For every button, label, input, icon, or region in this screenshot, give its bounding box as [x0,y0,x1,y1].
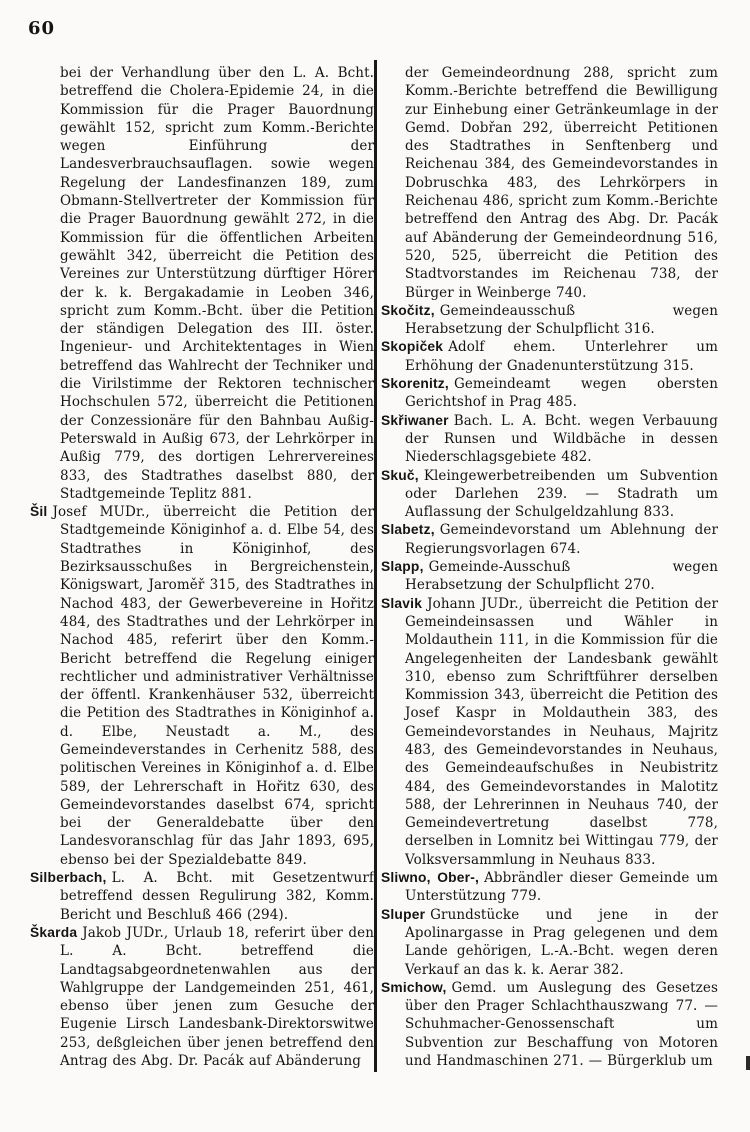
page-number: 60 [28,18,56,39]
entry-text: Johann JUDr., überreicht die Petition der Gemeindeinsassen und Wähler in Moldauthein 111, in die Kommission für die Angelegenheiten der Landesbank gewählt 310, ebenso zum Schriftführer derselben Kommission 343, überreicht die Petition des Josef Kaspr in Moldauthein 383, des Gemeindevorstandes in Neuhaus, Majritz 483, des Gemeindevorstandes in Neuhaus, des Gemeindeaufschußes in Neubistritz 484, des Gemeindevorstandes in Malotitz 588, der Lehrerinnen in Neuhaus 740, der Gemeindevertretung daselbst 778, derselben in Lomnitz bei Wittingau 779, der Volksversammlung in Neuhaus 833. [405,595,718,868]
entry-headword: Šil [30,504,48,520]
index-entry [381,906,718,979]
index-entry [381,64,718,302]
entry-headword: Skuč, [381,467,419,483]
index-entry [381,412,718,467]
column-left [30,64,374,1070]
entry-headword: Skorenitz, [381,376,449,392]
entry-text: Gemeindeausschuß wegen Herabsetzung der Schulpflicht 316. [405,302,718,338]
index-entry [381,338,718,375]
entry-text: Gemeindeamt wegen obersten Gerichtshof in Prag 485. [405,376,718,411]
entry-text: Adolf ehem. Unterlehrer um Erhöhung der Gnadenunterstützung 315. [405,339,718,374]
index-entry [381,979,718,1070]
entry-headword: Sliwno, Ober-, [381,870,480,886]
entry-headword: Silberbach, [30,870,107,886]
scan-edge-mark [746,1056,750,1070]
entry-text: Josef MUDr., überreicht die Petition der Stadtgemeinde Königinhof a. d. Elbe 54, des Stadtrathes in Königinhof, des Bezirksausschußes in Bergreichenstein, Königswart, Jaroměř 315, des Stadtrathes in Nachod 483, der Gewerbevereine in Hořitz 484, des Stadtrathes und der Lehrkörper in Nachod 485, referirt über den Komm.-Bericht betreffend die Regelung einiger rechtlicher und administrativer Verhältnisse der öffentl. Krankenhäuser 532, überreicht die Petition des Stadtrathes in Königinhof a. d. Elbe, Neustadt a. M., des Gemeindeverstandes in Cerhenitz 588, des politischen Vereines in Königinhof a. d. Elbe 589, der Lehrerschaft in Hořitz 630, des Gemeindevorstandes daselbst 674, spricht bei der Generaldebatte über den Landesvoranschlag für das Jahr 1893, 695, ebenso bei der Spezialdebatte 849. [52,504,374,868]
entry-text: Abbrändler dieser Gemeinde um Unterstützung 779. [405,870,718,905]
entry-headword: Sluper [381,906,426,922]
index-entry [30,503,374,869]
index-entry [381,595,718,869]
entry-text: Kleingewerbetreibenden um Subvention oder Darlehen 239. — Stadrath um Auflassung der Schulgeldzahlung 833. [405,467,718,521]
entry-text: Gemeindevorstand um Ablehnung der Regierungsvorlagen 674. [405,522,718,557]
column-divider-rule [374,60,377,1072]
entry-text: Bach. L. A. Bcht. wegen Verbauung der Runsen und Wildbäche in dessen Niederschlagsgebiete 482. [405,412,718,466]
entry-text: Gemd. um Auslegung des Gesetzes über den Prager Schlachthauszwang 77. — Schuhmacher-Genossenschaft um Subvention zur Beschaffung von Motoren und Handmaschinen 271. — Bürgerklub um [405,979,718,1070]
entry-headword: Skřiwaner [381,412,449,428]
entry-text: Gemeinde-Ausschuß wegen Herabsetzung der Schulpflicht 270. [405,559,718,594]
index-entry [381,558,718,595]
index-entry [381,302,718,339]
index-entry [30,924,374,1070]
index-entry [381,869,718,906]
entry-text: der Gemeindeordnung 288, spricht zum Komm.-Berichte betreffend die Bewilligung zur Einhebung einer Getränkeumlage in der Gemd. Dobřan 292, überreicht Petitionen des Stadtrathes in Senftenberg und Reichenau 384, des Gemeindevorstandes in Dobruschka 483, des Lehrkörpers in Reichenau 486, spricht zum Komm.-Berichte betreffend den Antrag des Abg. Dr. Pacák auf Abänderung der Gemeindeordnung 516, 520, 525, überreicht die Petition des Stadtvorstandes im Reichenau 738, der Bürger in Weinberge 740. [405,65,718,301]
index-entry [30,64,374,503]
entry-headword: Smichow, [381,979,447,995]
entry-text: Jakob JUDr., Urlaub 18, referirt über den L. A. Bcht. betreffend die Landtagsabgeordnetenwahlen aus der Wahlgruppe der Landgemeinden 251, 461, ebenso über jenen zum Gesuche der Eugenie Lirsch Landesbank-Direktorswitwe 253, deßgleichen über jenen betreffend den Antrag des Abg. Dr. Pacák auf Abänderung [60,924,374,1070]
entry-headword: Slavik [381,595,423,611]
entry-headword: Slabetz, [381,522,435,538]
entry-headword: Skočitz, [381,302,435,318]
entry-headword: Slapp, [381,559,424,575]
index-entry [381,467,718,522]
index-entry [30,869,374,924]
index-entry [381,375,718,412]
entry-text: L. A. Bcht. mit Gesetzentwurf betreffend dessen Regulirung 382, Komm. Bericht und Beschluß 466 (294). [60,870,374,923]
entry-headword: Škarda [30,924,78,940]
entry-text: bei der Verhandlung über den L. A. Bcht. betreffend die Cholera-Epidemie 24, in die Kommission für die Prager Bauordnung gewählt 152, spricht zum Komm.-Berichte wegen Einführung der Landesverbrauchsauflagen. sowie wegen Regelung der Landesfinanzen 189, zum Obmann-Stellvertreter der Kommission für die Prager Bauordnung gewählt 272, in die Kommission für die öffentlichen Arbeiten gewählt 342, überreicht die Petition des Vereines zur Unterstützung dürftiger Hörer der k. k. Bergakadamie in Leoben 346, spricht zum Komm.-Bcht. über die Petition der ständigen Delegation des III. öster. Ingenieur- und Architektentages in Wien betreffend das Wahlrecht der Techniker und die Virilstimme der Rektoren technischer Hochschulen 572, überreicht die Petitionen der Conzessionäre für den Bahnbau Außig-Peterswald in Außig 673, der Lehrkörper in Außig 779, des dortigen Lehrervereines 833, des Stadtrathes daselbst 880, der Stadtgemeinde Teplitz 881. [60,65,374,502]
column-right [381,64,718,1070]
entry-text: Grundstücke und jene in der Apolinargasse in Prag gelegenen und dem Lande gehörigen, L.-A.-Bcht. wegen deren Verkauf an das k. k. Aerar 382. [405,906,718,978]
entry-headword: Skopiček [381,339,444,355]
index-entry [381,521,718,558]
